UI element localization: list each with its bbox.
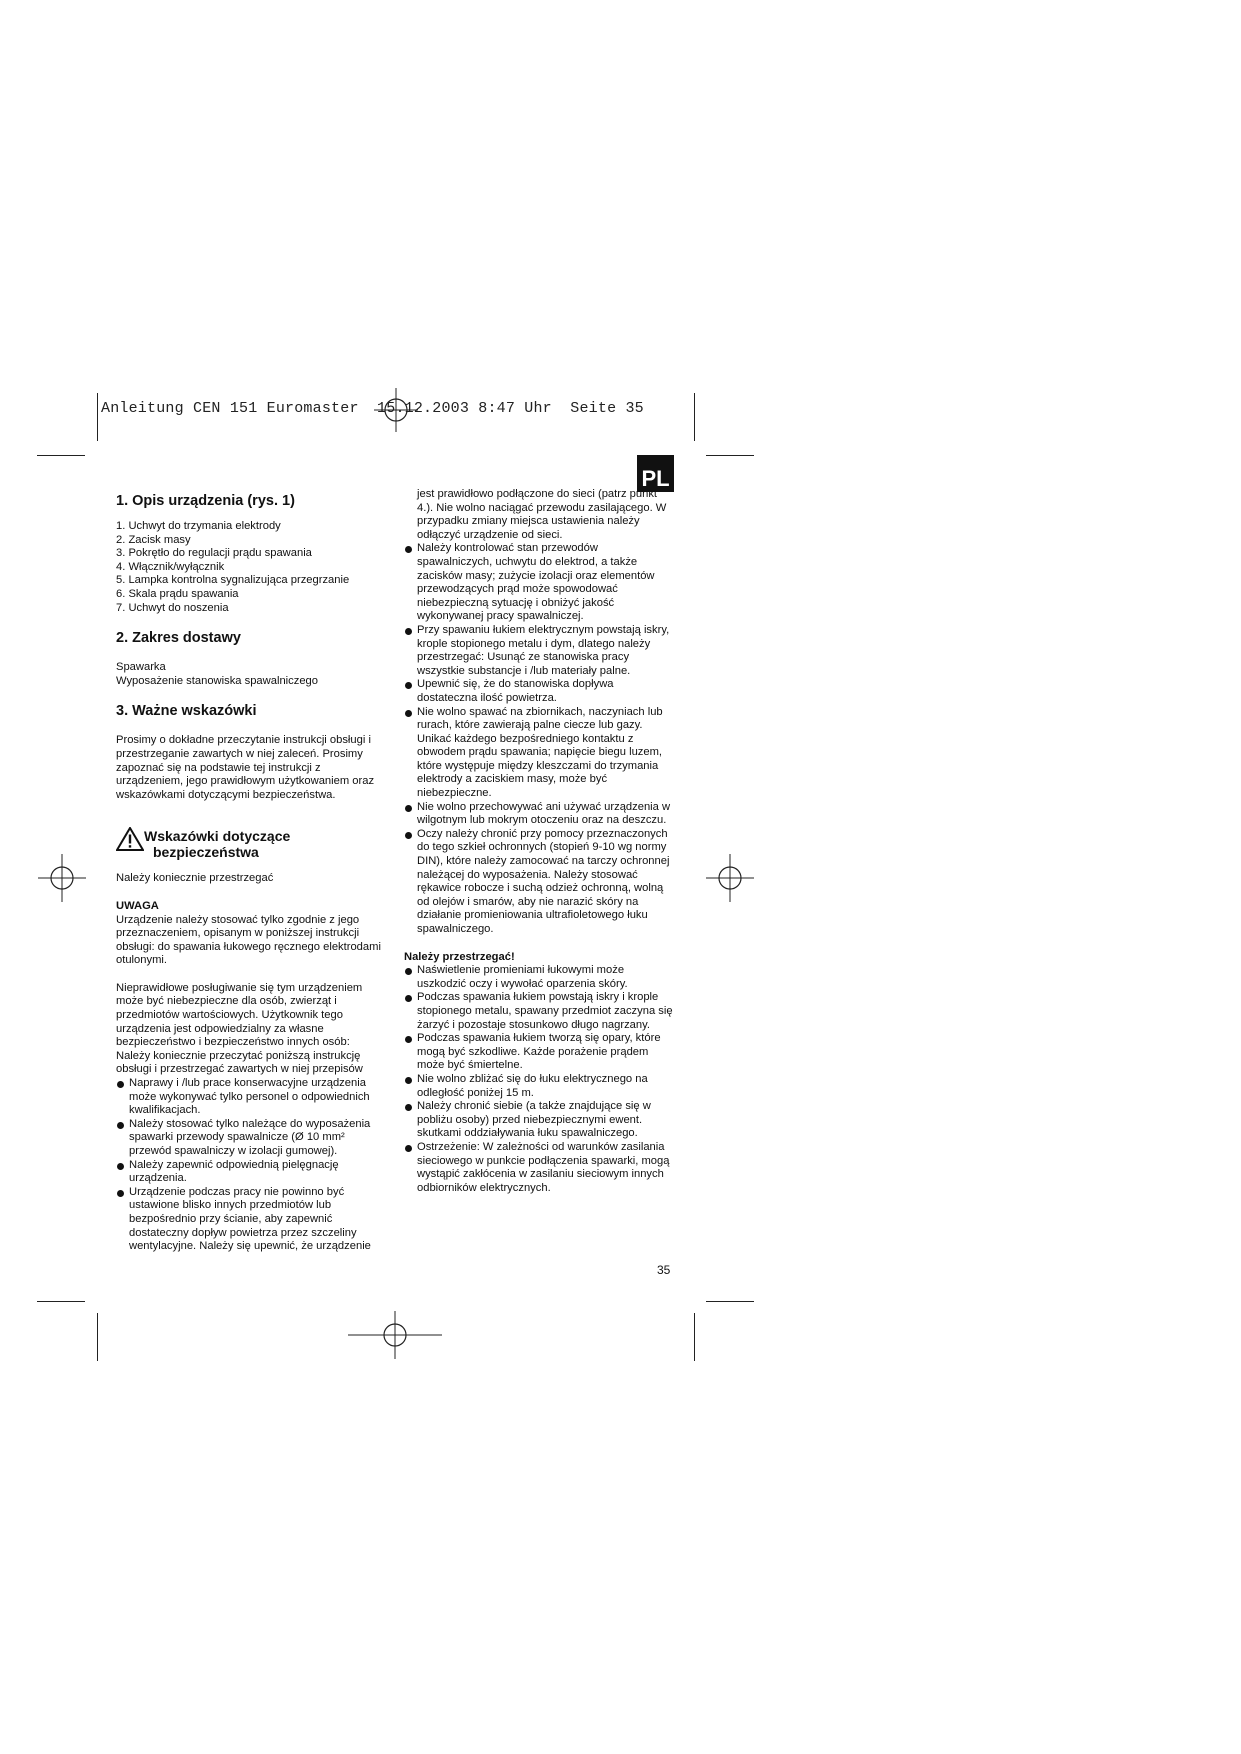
- uwaga-text: Urządzenie należy stosować tylko zgodnie z jego przeznaczeniem, opisanym w poniższej instrukcji obsługi: do spawania łukowego ręcznego elektrodami otulonymi.: [116, 913, 381, 967]
- safety-warning-heading: [116, 828, 384, 860]
- list-item: Upewnić się, że do stanowiska dopływa dostateczna ilość powietrza.: [404, 678, 674, 705]
- section-1-title: 1. Opis urządzenia (rys. 1): [116, 493, 295, 509]
- registration-mark-bottom: [348, 1311, 442, 1359]
- list-item: Nie wolno zbliżać się do łuku elektrycznego na odległość poniżej 15 m.: [404, 1073, 674, 1100]
- list-item: Przy spawaniu łukiem elektrycznym powstają iskry, krople stopionego metalu i dym, dlatego należy przestrzegać: Usunąć ze stanowiska pracy wszystkie substancje i /lub materiały palne.: [404, 624, 674, 678]
- list-item: 5. Lampka kontrolna sygnalizująca przegrzanie: [116, 574, 350, 587]
- continued-text: jest prawidłowo podłączone do sieci (patrz punkt 4.). Nie wolno naciągać przewodu zasilającego. W przypadku zmiany miejsca ustawienia należy odłączyć urządzenie od sieci.: [417, 488, 667, 541]
- safety-title-line-2: bezpieczeństwa: [153, 844, 259, 861]
- crop-mark-top-right-horizontal: [706, 455, 754, 456]
- list-item: Podczas spawania łukiem powstają iskry i krople stopionego metalu, spawany przedmiot zaczyna się żarzyć i pozostaje stosunkowo długo nagrzany.: [404, 991, 674, 1032]
- caution-title: Należy przestrzegać!: [404, 950, 515, 963]
- left-column: [116, 492, 384, 1254]
- list-item: Wyposażenie stanowiska spawalniczego: [116, 674, 319, 687]
- crop-mark-top-left-horizontal: [37, 455, 85, 456]
- list-item: 3. Pokrętło do regulacji prądu spawania: [116, 547, 312, 560]
- list-item: Spawarka: [116, 661, 166, 674]
- list-item: Urządzenie podczas pracy nie powinno być ustawione blisko innych przedmiotów lub bezpośrednio przy ścianie, aby zapewnić dostateczny dopływ powietrza przez szczeliny wentylacyjne. Należy się upewnić, że urządzenie: [116, 1186, 384, 1254]
- crop-mark-bottom-left-vertical: [97, 1313, 98, 1361]
- uwaga-label: UWAGA: [116, 899, 159, 912]
- warning-triangle-icon: [116, 827, 144, 851]
- delivery-list: [116, 661, 384, 688]
- registration-mark-right: [706, 854, 754, 902]
- list-item: 2. Zacisk masy: [116, 533, 191, 546]
- list-item: Nie wolno spawać na zbiornikach, naczyniach lub rurach, które zawierają palne ciecze lub gazy. Unikać każdego bezpośredniego kontaktu z obwodem prądu spawania; napięcie biegu luzem, które występuje między kleszczami do trzymania elektrody a zaciskiem masy, może być niebezpieczne.: [404, 706, 674, 801]
- list-item: Oczy należy chronić przy pomocy przeznaczonych do tego szkieł ochronnych (stopień 9-10 wg normy DIN), które należy zamocować na tarczy ochronnej należącej do wyposażenia. Należy stosować rękawice robocze i suchą odzież ochronną, wolną od olejów i smarów, aby nie narazić skóry na działanie promieniowania ultrafioletowego łuku spawalniczego.: [404, 828, 674, 937]
- list-item: Naświetlenie promieniami łukowymi może uszkodzić oczy i wywołać oparzenia skóry.: [404, 964, 674, 991]
- right-column: [404, 488, 674, 1195]
- list-item: Należy chronić siebie (a także znajdujące się w pobliżu osoby) przed niebezpiecznymi ewent. skutkami oddziaływania łuku spawalniczego.: [404, 1100, 674, 1141]
- list-item: 4. Włącznik/wyłącznik: [116, 560, 225, 573]
- safety-intro: Należy koniecznie przestrzegać: [116, 872, 274, 885]
- important-notes-text: Prosimy o dokładne przeczytanie instrukcji obsługi i przestrzeganie zawartych w niej zaleceń. Prosimy zapoznać się na podstawie tej instrukcji z urządzeniem, jego prawidłowym użytkowaniem oraz wskazówkami dotyczącymi bezpieczeństwa.: [116, 734, 375, 801]
- crop-mark-bottom-left-horizontal: [37, 1301, 85, 1302]
- crop-mark-bottom-right-horizontal: [706, 1301, 754, 1302]
- list-item: Podczas spawania łukiem tworzą się opary, które mogą być szkodliwe. Każde porażenie prądem może być śmiertelne.: [404, 1032, 674, 1073]
- registration-mark-left: [38, 854, 86, 902]
- section-3-title: 3. Ważne wskazówki: [116, 703, 257, 720]
- misuse-text: Nieprawidłowe posługiwanie się tym urządzeniem może być niebezpieczne dla osób, zwierząt i przedmiotów wartościowych. Użytkownik tego urządzenia jest odpowiedzialny za własne bezpieczeństwo i bezpieczeństwo innych osób: Należy koniecznie przeczytać poniższą instrukcję obsługi i przestrzegać zawartych w niej przepisów: [116, 981, 363, 1076]
- list-item: Należy stosować tylko należące do wyposażenia spawarki przewody spawalnicze (Ø 10 mm² przewód spawalniczy w izolacji gumowej).: [116, 1118, 384, 1159]
- list-item: Należy zapewnić odpowiednią pielęgnację urządzenia.: [116, 1159, 384, 1186]
- list-item: Należy kontrolować stan przewodów spawalniczych, uchwytu do elektrod, a także zacisków masy; zużycie izolacji oraz elementów przewodzących prąd może spowodować niebezpieczną sytuację i obniżyć jakość wykonywanej pracy spawalniczej.: [404, 542, 674, 624]
- list-item: 7. Uchwyt do noszenia: [116, 601, 229, 614]
- crop-mark-bottom-right-vertical: [694, 1313, 695, 1361]
- safety-title-line-1: Wskazówki dotyczące: [144, 828, 291, 845]
- crop-mark-top-left-vertical: [97, 393, 98, 441]
- right-bullet-list-a: [404, 542, 674, 936]
- list-item: 6. Skala prądu spawania: [116, 587, 239, 600]
- language-badge: PL: [637, 455, 674, 492]
- list-item: Nie wolno przechowywać ani używać urządzenia w wilgotnym lub mokrym otoczeniu oraz na deszczu.: [404, 801, 674, 828]
- print-slug-header: Anleitung CEN 151 Euromaster 15.12.2003 8:47 Uhr Seite 35: [101, 400, 644, 417]
- section-2-title: 2. Zakres dostawy: [116, 630, 241, 647]
- device-parts-list: [116, 520, 384, 615]
- list-item: 1. Uchwyt do trzymania elektrody: [116, 520, 281, 532]
- page-number: 35: [657, 1263, 671, 1277]
- right-bullet-list-b: [404, 964, 674, 1195]
- list-item: Ostrzeżenie: W zależności od warunków zasilania sieciowego w punkcie podłączenia spawarki, mogą wystąpić zakłócenia w zasilaniu sieciowym innych odbiorników elektrycznych.: [404, 1141, 674, 1195]
- list-item: Naprawy i /lub prace konserwacyjne urządzenia może wykonywać tylko personel o odpowiednich kwalifikacjach.: [116, 1077, 384, 1118]
- left-bullet-list: [116, 1077, 384, 1254]
